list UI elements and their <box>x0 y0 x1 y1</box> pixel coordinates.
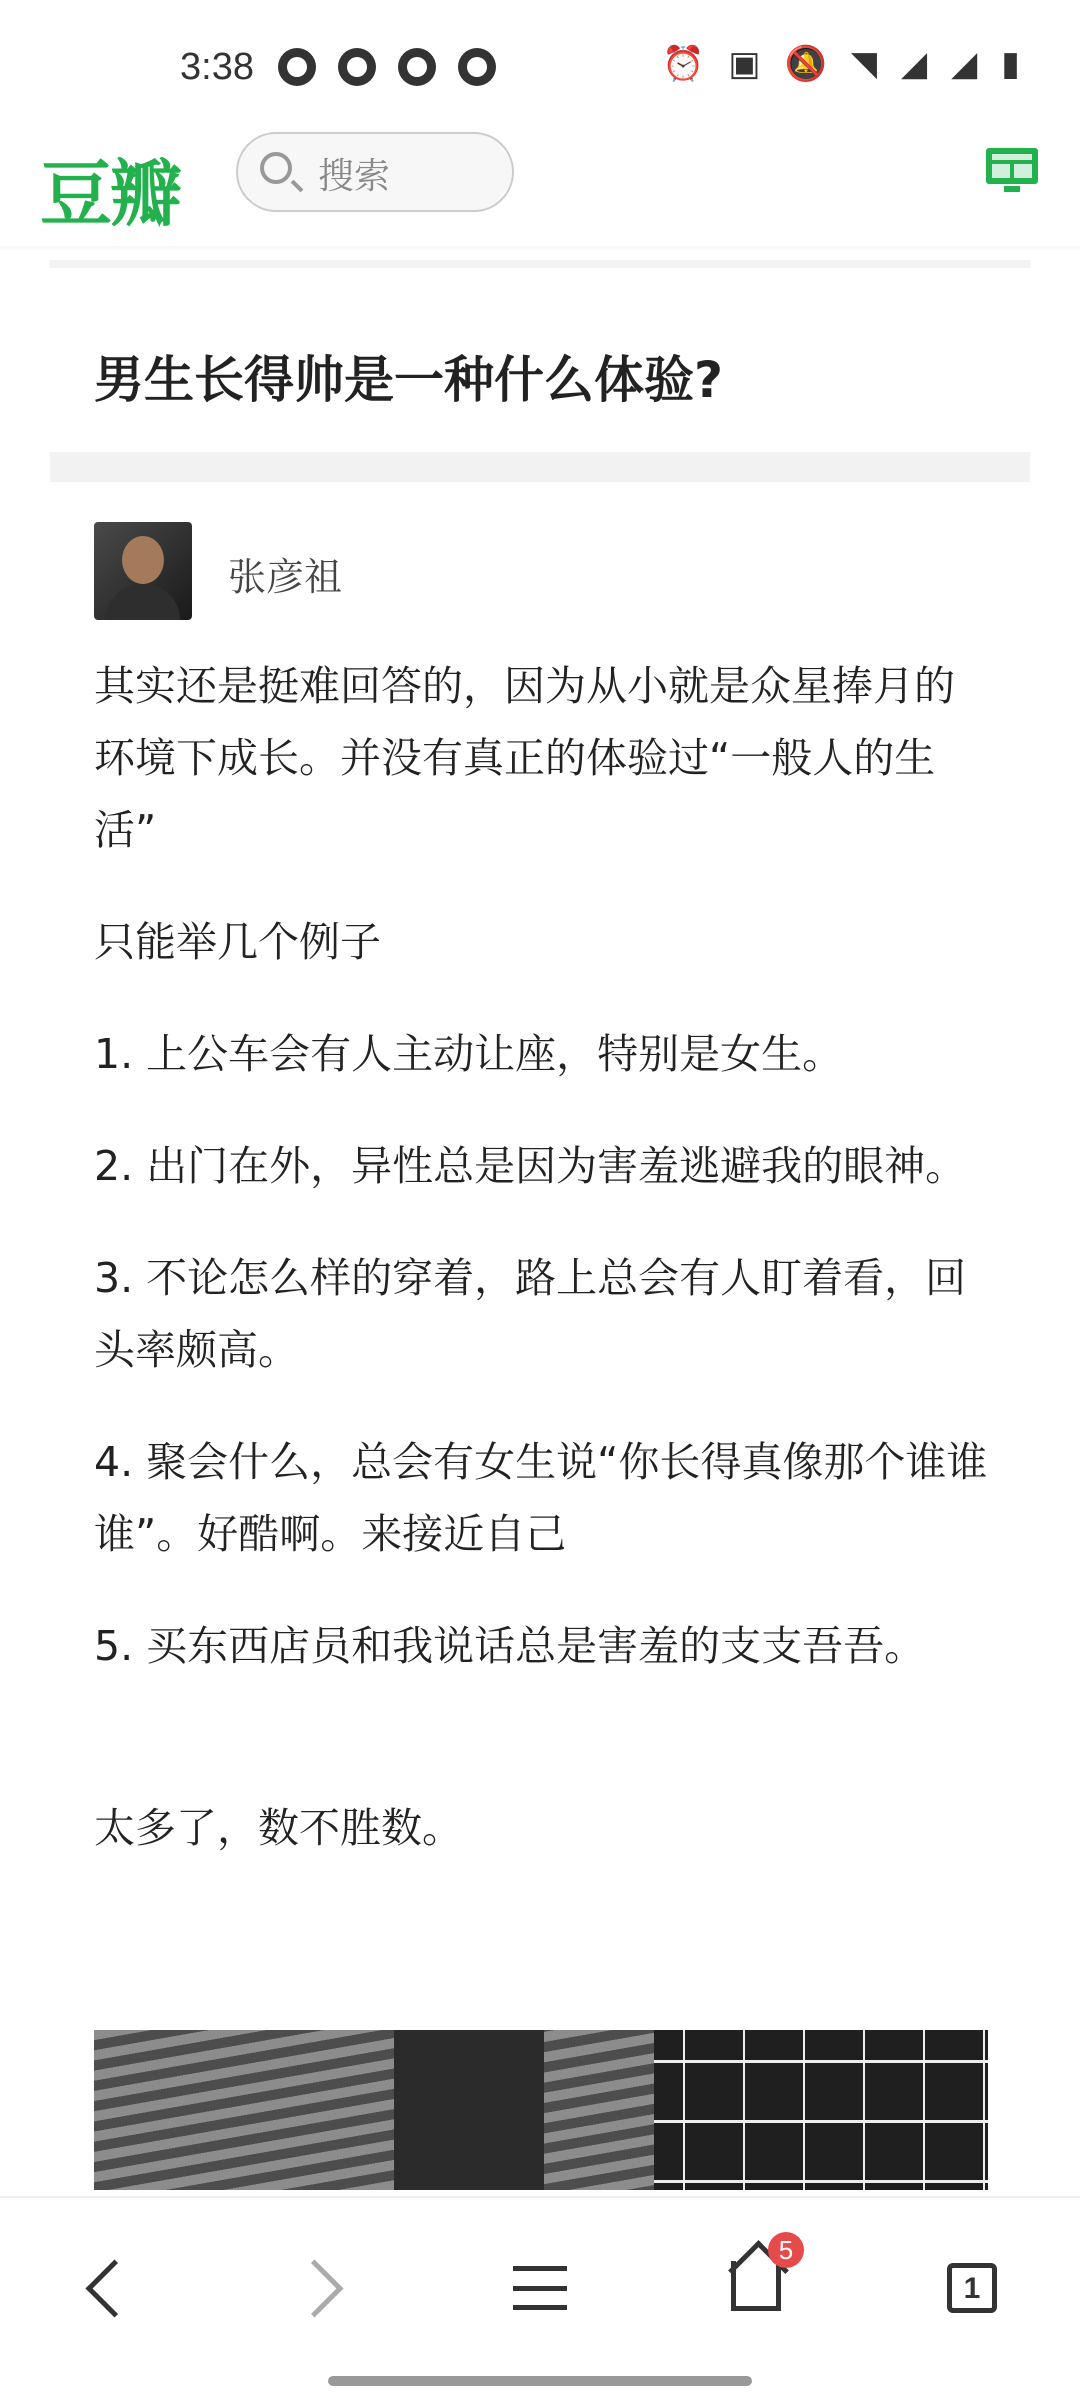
home-indicator[interactable] <box>328 2376 752 2386</box>
volte-icon: ▣ <box>728 44 761 84</box>
photo-stairs <box>94 2030 654 2190</box>
answer-paragraph: 太多了，数不胜数。 <box>94 1804 463 1852</box>
menu-button[interactable] <box>500 2248 580 2328</box>
q-icon <box>398 48 436 86</box>
status-time: 3:38 <box>180 46 254 88</box>
divider <box>50 452 1030 482</box>
alarm-icon: ⏰ <box>662 44 705 84</box>
status-bar <box>0 0 1080 130</box>
wifi-icon: ◥ <box>850 44 877 84</box>
answer-paragraph: 2. 出门在外，异性总是因为害羞逃避我的眼神。 <box>94 1142 967 1190</box>
menu-icon <box>513 2266 567 2310</box>
photo-door <box>654 2030 988 2190</box>
answer-paragraph: 3. 不论怎么样的穿着，路上总会有人盯着看，回头率颇高。 <box>94 1254 967 1374</box>
answer-paragraph: 1. 上公车会有人主动让座，特别是女生。 <box>94 1030 844 1078</box>
search-placeholder: 搜索 <box>318 156 391 197</box>
signal-4g-icon: ◢ <box>951 44 978 84</box>
search-icon <box>260 152 292 184</box>
forward-button[interactable] <box>282 2248 362 2328</box>
q-icon <box>458 48 496 86</box>
app-header <box>0 130 1080 246</box>
douban-logo[interactable]: 豆瓣 <box>40 152 181 236</box>
answer-paragraph: 其实还是挺难回答的，因为从小就是众星捧月的环境下成长。并没有真正的体验过“一般人的生活” <box>94 662 955 854</box>
chevron-right-icon <box>285 2259 343 2317</box>
tab-count: 1 <box>947 2263 997 2313</box>
browser-bottom-bar <box>0 2196 1080 2402</box>
chevron-left-icon <box>85 2259 143 2317</box>
author-name[interactable]: 张彦祖 <box>228 555 343 599</box>
q-icon <box>338 48 376 86</box>
avatar[interactable] <box>94 522 192 620</box>
tabs-button[interactable] <box>932 2248 1012 2328</box>
back-button[interactable] <box>66 2248 146 2328</box>
desktop-icon[interactable] <box>984 146 1040 196</box>
photo-wall <box>394 2030 544 2190</box>
home-badge: 5 <box>768 2232 804 2268</box>
signal-4g-icon: ◢ <box>900 44 928 84</box>
search-input[interactable] <box>236 132 514 212</box>
answer-paragraph: 4. 聚会什么，总会有女生说“你长得真像那个谁谁谁”。好酷啊。来接近自己 <box>94 1438 988 1558</box>
divider <box>50 260 1030 268</box>
mute-icon: 🔕 <box>784 44 827 84</box>
home-icon <box>727 2261 785 2315</box>
answer-paragraph: 5. 买东西店员和我说话总是害羞的支支吾吾。 <box>94 1622 926 1670</box>
answer-body <box>94 650 994 1904</box>
answer-photo[interactable] <box>94 2030 988 2190</box>
answer-paragraph: 只能举几个例子 <box>94 918 381 966</box>
question-title[interactable]: 男生长得帅是一种什么体验? <box>94 351 724 409</box>
system-icons <box>662 44 1020 84</box>
notification-icons <box>278 48 496 86</box>
battery-icon: ▮ <box>1001 44 1020 84</box>
q-icon <box>278 48 316 86</box>
